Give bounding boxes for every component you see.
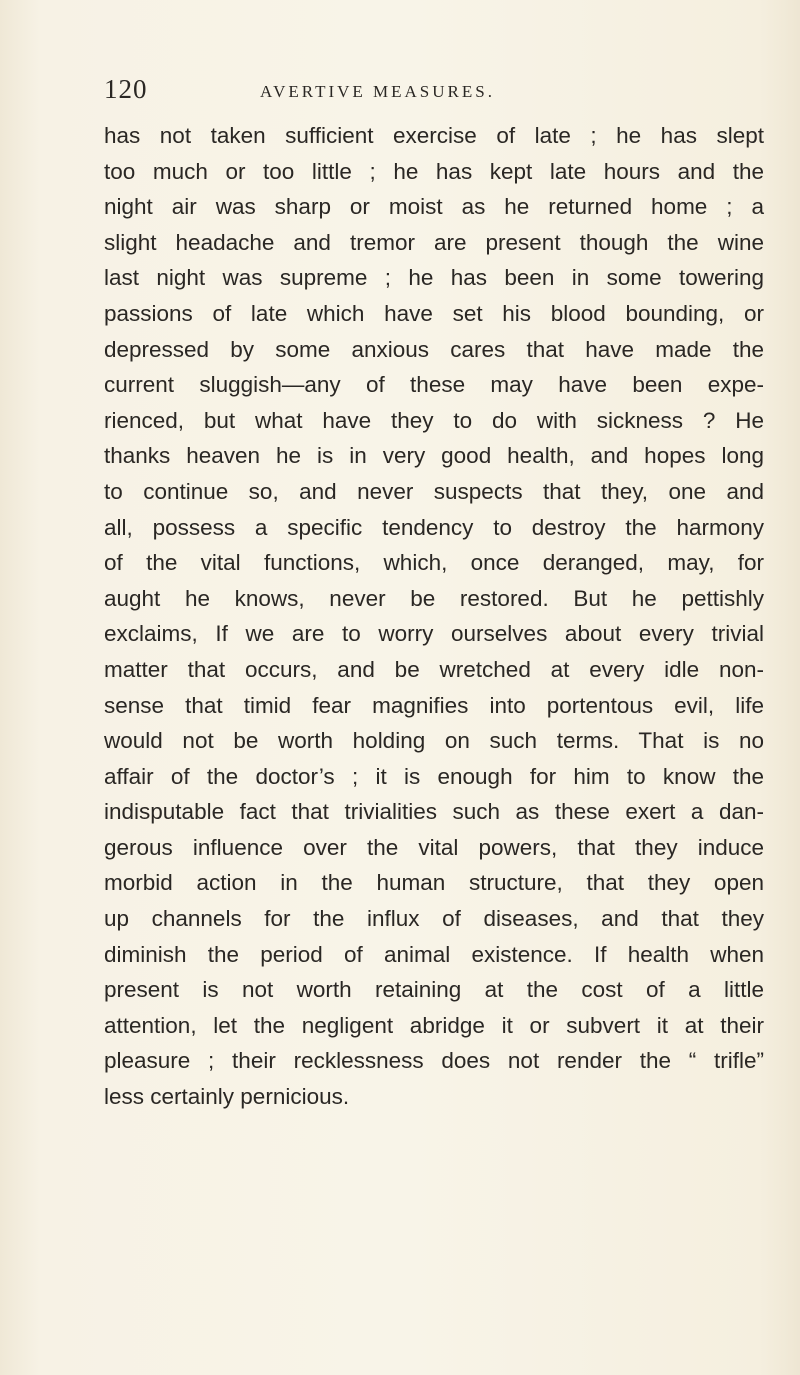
text-line: current sluggish—any of these may have been expe- (104, 372, 764, 398)
text-line: has not taken sufficient exercise of late ; he has slept (104, 123, 764, 148)
text-line: thanks heaven he is in very good health, and hopes long (104, 443, 764, 469)
text-line: gerous influence over the vital powers, that they induce (104, 834, 764, 860)
text-line: night air was sharp or moist as he returned home ; a (104, 194, 764, 220)
text-line: affair of the doctor’s ; it is enough for him to know the (104, 763, 764, 789)
text-line: last night was supreme ; he has been in some towering (104, 265, 764, 291)
text-line: diminish the period of animal existence. If health when (104, 941, 764, 967)
text-line: aught he knows, never be restored. But he pettishly (104, 585, 764, 611)
text-line: present is not worth retaining at the cost of a little (104, 977, 764, 1003)
text-line: of the vital functions, which, once deranged, may, for (104, 550, 764, 576)
text-line: to continue so, and never suspects that they, one and (104, 478, 764, 504)
text-line: passions of late which have set his blood bounding, or (104, 300, 764, 326)
running-head (104, 74, 754, 108)
page-number: 120 (104, 74, 148, 104)
text-line: pleasure ; their recklessness does not render the “ trifle” (104, 1048, 764, 1074)
text-line: attention, let the negligent abridge it or subvert it at their (104, 1012, 764, 1038)
text-line: exclaims, If we are to worry ourselves about every trivial (104, 621, 764, 647)
text-line: depressed by some anxious cares that have made the (104, 336, 764, 362)
running-title: AVERTIVE MEASURES. (260, 82, 495, 101)
text-line: all, possess a specific tendency to destroy the harmony (104, 514, 764, 540)
text-line: rienced, but what have they to do with sickness ? He (104, 407, 764, 433)
body-paragraph (104, 118, 764, 1115)
text-line: indisputable fact that trivialities such as these exert a dan- (104, 799, 764, 825)
text-line: too much or too little ; he has kept late hours and the (104, 158, 764, 184)
text-line: morbid action in the human structure, that they open (104, 870, 764, 896)
text-line: up channels for the influx of diseases, and that they (104, 906, 764, 932)
text-line: matter that occurs, and be wretched at every idle non- (104, 656, 764, 682)
text-line: slight headache and tremor are present though the wine (104, 229, 764, 255)
text-line: would not be worth holding on such terms. That is no (104, 728, 764, 754)
text-line: less certainly pernicious. (104, 1084, 350, 1110)
text-line: sense that timid fear magnifies into portentous evil, life (104, 692, 764, 718)
